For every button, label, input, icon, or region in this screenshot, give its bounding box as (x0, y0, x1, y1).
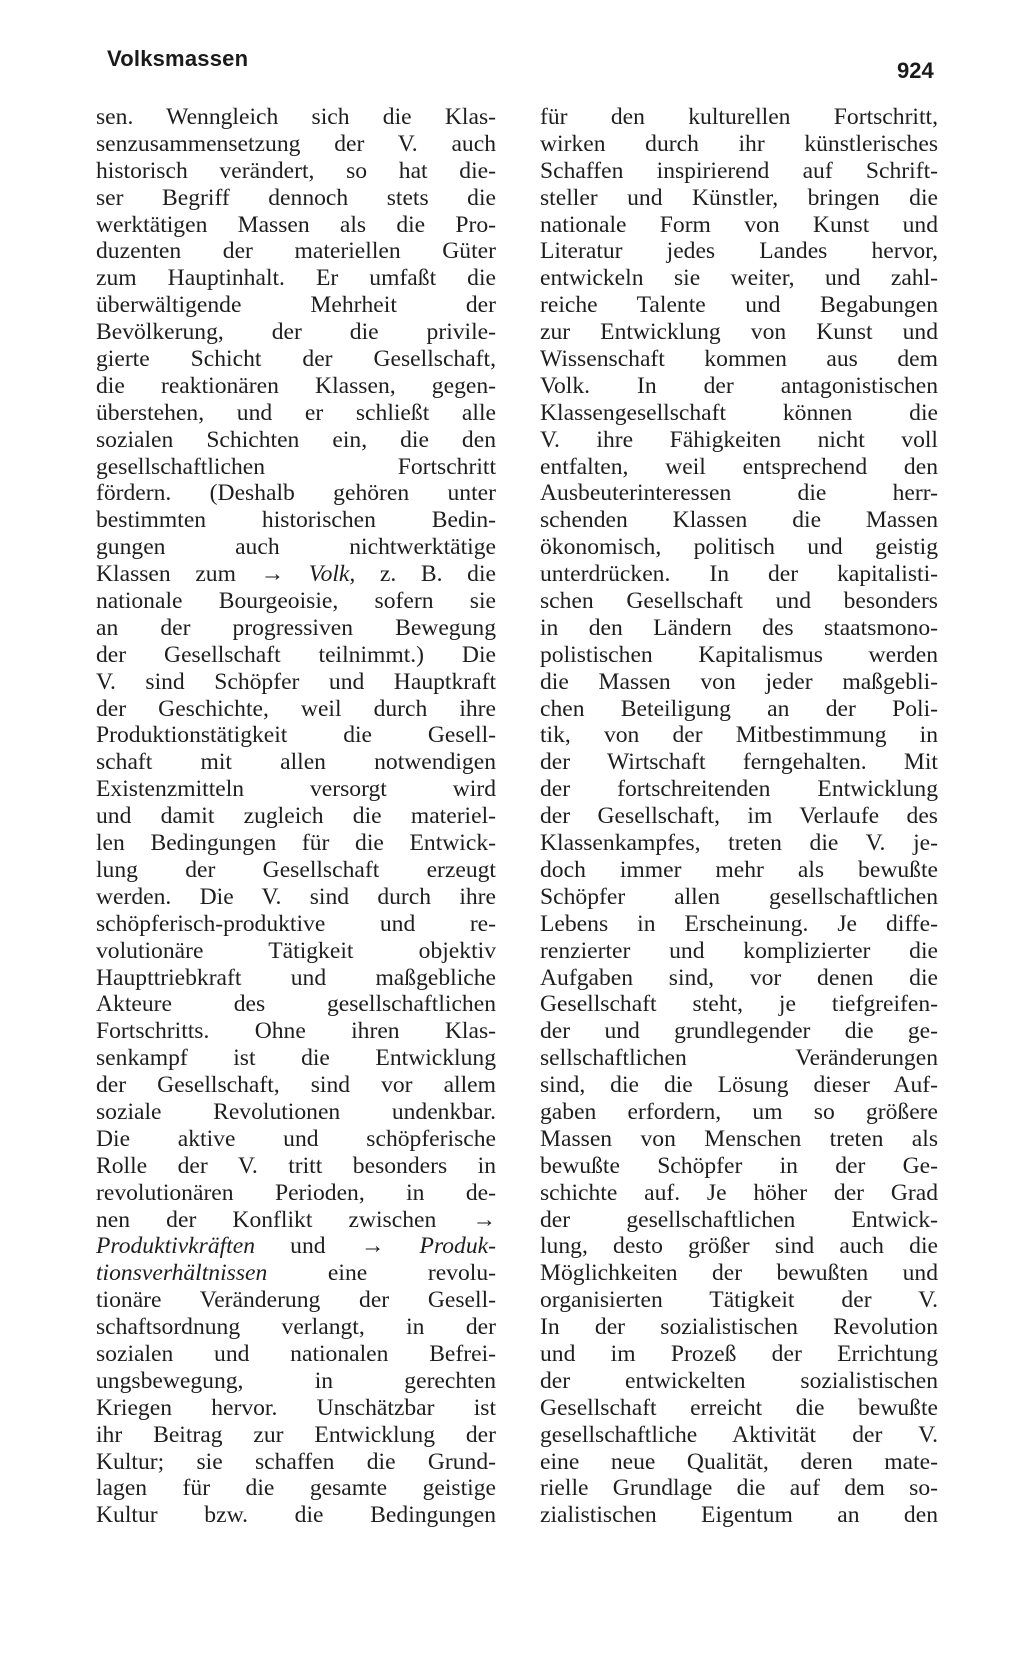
text-line (96, 427, 496, 454)
text-segment: unterdrücken. In der kapitalisti- (540, 561, 938, 588)
text-segment: zur Entwicklung von Kunst und (540, 319, 938, 346)
text-line (540, 669, 938, 696)
text-line (96, 857, 496, 884)
text-segment: entfalten, weil entsprechend den (540, 453, 938, 480)
text-line (540, 480, 938, 507)
text-line (540, 857, 938, 884)
text-line (540, 830, 938, 857)
text-segment: lagen für die gesamte geistige (96, 1475, 496, 1502)
text-column-right (540, 104, 938, 1529)
text-line (96, 1502, 496, 1529)
text-line (540, 1341, 938, 1368)
text-line (540, 722, 938, 749)
text-segment: steller und Künstler, bringen die (540, 184, 938, 211)
text-line (96, 1475, 496, 1502)
text-line (540, 1099, 938, 1126)
text-line (540, 884, 938, 911)
text-line (540, 696, 938, 723)
text-line (96, 1045, 496, 1072)
text-line (540, 938, 938, 965)
text-segment: für den kulturellen Fortschritt, (540, 104, 938, 130)
text-segment: z. B. die (355, 561, 497, 588)
text-segment: rielle Grundlage die auf dem so- (540, 1475, 938, 1502)
text-segment: schichte auf. Je höher der Grad (540, 1179, 938, 1206)
text-line (540, 373, 938, 400)
text-segment: überstehen, und er schließt alle (96, 399, 496, 426)
text-segment: sellschaftlichen Veränderungen (540, 1045, 938, 1072)
text-segment: Kultur bzw. die Bedingungen (96, 1502, 496, 1529)
text-line (96, 1395, 496, 1422)
text-segment: Massen von Menschen treten als (540, 1125, 938, 1152)
text-segment: Haupttriebkraft und maßgebliche (96, 964, 496, 991)
text-line (540, 400, 938, 427)
text-segment: bestimmten historischen Bedin- (96, 507, 496, 534)
text-segment: nen der Konflikt zwischen → (96, 1206, 496, 1233)
text-line (96, 1153, 496, 1180)
text-segment: bewußte Schöpfer in der Ge- (540, 1152, 938, 1179)
text-line (540, 776, 938, 803)
text-segment: werden. Die V. sind durch ihre (96, 883, 496, 910)
text-segment: in den Ländern des staatsmono- (540, 614, 938, 641)
text-segment: Gesellschaft steht, je tiefgreifen- (540, 991, 938, 1018)
text-line (96, 1449, 496, 1476)
text-segment: die Massen von jeder maßgebli- (540, 668, 938, 695)
text-column-left (96, 104, 496, 1529)
text-line (96, 534, 496, 561)
text-line (540, 749, 938, 776)
text-segment: Fortschritts. Ohne ihren Klas- (96, 1018, 496, 1045)
text-segment: Lebens in Erscheinung. Je diffe- (540, 910, 938, 937)
text-line (540, 1233, 938, 1260)
text-line (96, 400, 496, 427)
text-line (540, 1449, 938, 1476)
text-segment: V. sind Schöpfer und Hauptkraft (96, 668, 496, 695)
running-head: Volksmassen (107, 46, 249, 71)
text-line (540, 1395, 938, 1422)
text-segment: der gesellschaftlichen Entwick- (540, 1206, 938, 1233)
italic-reference: tionsverhältnissen (96, 1260, 268, 1287)
text-line (96, 265, 496, 292)
text-segment: Kultur; sie schaffen die Grund- (96, 1448, 496, 1475)
text-segment: Klassenkampfes, treten die V. je- (540, 830, 938, 857)
text-segment: und damit zugleich die materiel- (96, 803, 496, 830)
text-segment: volutionäre Tätigkeit objektiv (96, 937, 496, 964)
text-line (96, 185, 496, 212)
text-line (96, 1368, 496, 1395)
text-segment: der Gesellschaft, im Verlaufe des (540, 803, 938, 830)
text-line (540, 507, 938, 534)
text-line (96, 776, 496, 803)
text-line (96, 1018, 496, 1045)
text-segment: senzusammensetzung der V. auch (96, 130, 496, 157)
text-line (540, 454, 938, 481)
italic-reference: Produk- (419, 1233, 496, 1260)
text-line (540, 1422, 938, 1449)
text-segment: gungen auch nichtwerktätige (96, 534, 496, 561)
text-line (96, 965, 496, 992)
text-segment: entwickeln sie weiter, und zahl- (540, 265, 938, 292)
text-line (96, 1207, 496, 1234)
text-segment: schaftsordnung verlangt, in der (96, 1314, 496, 1341)
text-segment: Literatur jedes Landes hervor, (540, 238, 938, 265)
text-segment: ungsbewegung, in gerechten (96, 1367, 496, 1394)
text-line (96, 642, 496, 669)
text-segment: V. ihre Fähigkeiten nicht voll (540, 426, 938, 453)
text-segment: doch immer mehr als bewußte (540, 856, 938, 883)
text-segment: len Bedingungen für die Entwick- (96, 830, 496, 857)
text-line (96, 911, 496, 938)
text-segment: Möglichkeiten der bewußten und (540, 1260, 938, 1287)
text-segment: duzenten der materiellen Güter (96, 238, 496, 265)
text-segment: senkampf ist die Entwicklung (96, 1045, 496, 1072)
text-segment: Rolle der V. tritt besonders in (96, 1152, 496, 1179)
text-line (540, 1153, 938, 1180)
text-line (540, 265, 938, 292)
text-line (96, 1126, 496, 1153)
text-segment: wirken durch ihr künstlerisches (540, 130, 938, 157)
text-segment: der entwickelten sozialistischen (540, 1367, 938, 1394)
text-segment: Produktionstätigkeit die Gesell- (96, 722, 496, 749)
text-line (96, 373, 496, 400)
page-number: 924 (897, 58, 934, 83)
text-line (96, 830, 496, 857)
text-segment: organisierten Tätigkeit der V. (540, 1287, 938, 1314)
text-line (96, 480, 496, 507)
text-line (540, 185, 938, 212)
text-line (540, 346, 938, 373)
text-segment: Die aktive und schöpferische (96, 1125, 496, 1152)
text-line (540, 615, 938, 642)
text-line (540, 1287, 938, 1314)
text-segment: Ausbeuterinteressen die herr- (540, 480, 938, 507)
text-line (96, 884, 496, 911)
text-segment: gesellschaftlichen Fortschritt (96, 453, 496, 480)
text-segment: der Gesellschaft teilnimmt.) Die (96, 641, 496, 668)
text-segment: Schöpfer allen gesellschaftlichen (540, 883, 938, 910)
text-line (540, 1368, 938, 1395)
text-line (96, 212, 496, 239)
text-line (96, 238, 496, 265)
text-segment: der Geschichte, weil durch ihre (96, 695, 496, 722)
text-segment: Schaffen inspirierend auf Schrift- (540, 157, 938, 184)
italic-reference: Produktivkräften (96, 1233, 255, 1260)
text-segment: gierte Schicht der Gesellschaft, (96, 346, 496, 373)
text-line (96, 938, 496, 965)
text-segment: eine neue Qualität, deren mate- (540, 1448, 938, 1475)
text-line (540, 642, 938, 669)
text-line (540, 534, 938, 561)
text-segment: die reaktionären Klassen, gegen- (96, 372, 496, 399)
text-segment: nationale Form von Kunst und (540, 211, 938, 238)
text-segment: werktätigen Massen als die Pro- (96, 211, 496, 238)
text-segment: nationale Bourgeoisie, sofern sie (96, 588, 496, 615)
text-line (540, 803, 938, 830)
text-line (96, 1341, 496, 1368)
text-segment: soziale Revolutionen undenkbar. (96, 1098, 496, 1125)
text-segment: schen Gesellschaft und besonders (540, 588, 938, 615)
text-line (540, 1475, 938, 1502)
text-segment: der Gesellschaft, sind vor allem (96, 1072, 496, 1099)
text-line (96, 507, 496, 534)
text-segment: revolutionären Perioden, in de- (96, 1179, 496, 1206)
text-line (96, 319, 496, 346)
text-line (96, 696, 496, 723)
text-line (96, 1180, 496, 1207)
text-segment: In der sozialistischen Revolution (540, 1314, 938, 1341)
text-line (540, 965, 938, 992)
text-line (96, 588, 496, 615)
text-segment: lung, desto größer sind auch die (540, 1233, 938, 1260)
text-segment: Gesellschaft erreicht die bewußte (540, 1394, 938, 1421)
text-line (96, 803, 496, 830)
text-segment: historisch verändert, so hat die- (96, 157, 496, 184)
text-line (540, 561, 938, 588)
text-segment: Kriegen hervor. Unschätzbar ist (96, 1394, 496, 1421)
text-segment: der fortschreitenden Entwicklung (540, 776, 938, 803)
text-line (540, 1502, 938, 1529)
text-segment: gaben erfordern, um so größere (540, 1098, 938, 1125)
text-line (540, 104, 938, 131)
text-segment: und im Prozeß der Errichtung (540, 1340, 938, 1367)
text-line (540, 158, 938, 185)
text-segment: gesellschaftliche Aktivität der V. (540, 1421, 938, 1448)
text-segment: der Wirtschaft ferngehalten. Mit (540, 749, 938, 776)
text-segment: tionäre Veränderung der Gesell- (96, 1287, 496, 1314)
text-line (96, 1314, 496, 1341)
text-segment: Aufgaben sind, vor denen die (540, 964, 938, 991)
text-segment: renzierter und komplizierter die (540, 937, 938, 964)
text-line (540, 1260, 938, 1287)
text-line (96, 104, 496, 131)
text-segment: der und grundlegender die ge- (540, 1018, 938, 1045)
text-line (96, 158, 496, 185)
italic-reference: Volk, (308, 561, 356, 588)
text-segment: überwältigende Mehrheit der (96, 292, 496, 319)
text-line (540, 292, 938, 319)
text-line (96, 131, 496, 158)
text-line (96, 454, 496, 481)
text-line (96, 1260, 496, 1287)
text-line (540, 1314, 938, 1341)
text-segment: ökonomisch, politisch und geistig (540, 534, 938, 561)
text-line (540, 588, 938, 615)
text-line (96, 1287, 496, 1314)
text-segment: ser Begriff dennoch stets die (96, 184, 496, 211)
text-line (540, 1045, 938, 1072)
text-line (540, 1207, 938, 1234)
text-line (96, 991, 496, 1018)
text-line (96, 292, 496, 319)
text-segment: zum Hauptinhalt. Er umfaßt die (96, 265, 496, 292)
text-line (540, 131, 938, 158)
text-segment: zialistischen Eigentum an den (540, 1502, 938, 1529)
text-segment: tik, von der Mitbestimmung in (540, 722, 938, 749)
text-segment: polistischen Kapitalismus werden (540, 641, 938, 668)
text-segment: ihr Beitrag zur Entwicklung der (96, 1421, 496, 1448)
text-segment: Existenzmitteln versorgt wird (96, 776, 496, 803)
text-segment: Klassengesellschaft können die (540, 399, 938, 426)
text-line (96, 722, 496, 749)
text-segment: und → (255, 1233, 420, 1260)
text-segment: Volk. In der antagonistischen (540, 372, 938, 399)
text-line (540, 427, 938, 454)
text-line (96, 1233, 496, 1260)
text-segment: eine revolu- (267, 1260, 496, 1287)
text-line (540, 212, 938, 239)
text-line (540, 319, 938, 346)
text-line (540, 991, 938, 1018)
text-line (96, 749, 496, 776)
text-line (96, 1072, 496, 1099)
text-segment: Akteure des gesellschaftlichen (96, 991, 496, 1018)
text-segment: sozialen und nationalen Befrei- (96, 1340, 496, 1367)
text-segment: chen Beteiligung an der Poli- (540, 695, 938, 722)
text-line (540, 1018, 938, 1045)
text-line (96, 669, 496, 696)
text-segment: schenden Klassen die Massen (540, 507, 938, 534)
text-line (96, 615, 496, 642)
text-segment: sozialen Schichten ein, die den (96, 426, 496, 453)
text-segment: lung der Gesellschaft erzeugt (96, 856, 496, 883)
text-line (540, 1126, 938, 1153)
text-segment: sen. Wenngleich sich die Klas- (96, 104, 496, 130)
text-segment: Klassen zum → (96, 561, 309, 588)
text-segment: Wissenschaft kommen aus dem (540, 346, 938, 373)
text-line (96, 1099, 496, 1126)
text-line (540, 238, 938, 265)
text-line (540, 911, 938, 938)
text-line (96, 1422, 496, 1449)
text-segment: fördern. (Deshalb gehören unter (96, 480, 496, 507)
text-line (540, 1072, 938, 1099)
text-line (540, 1180, 938, 1207)
text-segment: sind, die die Lösung dieser Auf- (540, 1072, 938, 1099)
text-segment: schaft mit allen notwendigen (96, 749, 496, 776)
text-segment: Bevölkerung, der die privile- (96, 319, 496, 346)
text-segment: schöpferisch-produktive und re- (96, 910, 496, 937)
text-segment: an der progressiven Bewegung (96, 614, 496, 641)
text-line (96, 561, 496, 588)
text-line (96, 346, 496, 373)
text-segment: reiche Talente und Begabungen (540, 292, 938, 319)
